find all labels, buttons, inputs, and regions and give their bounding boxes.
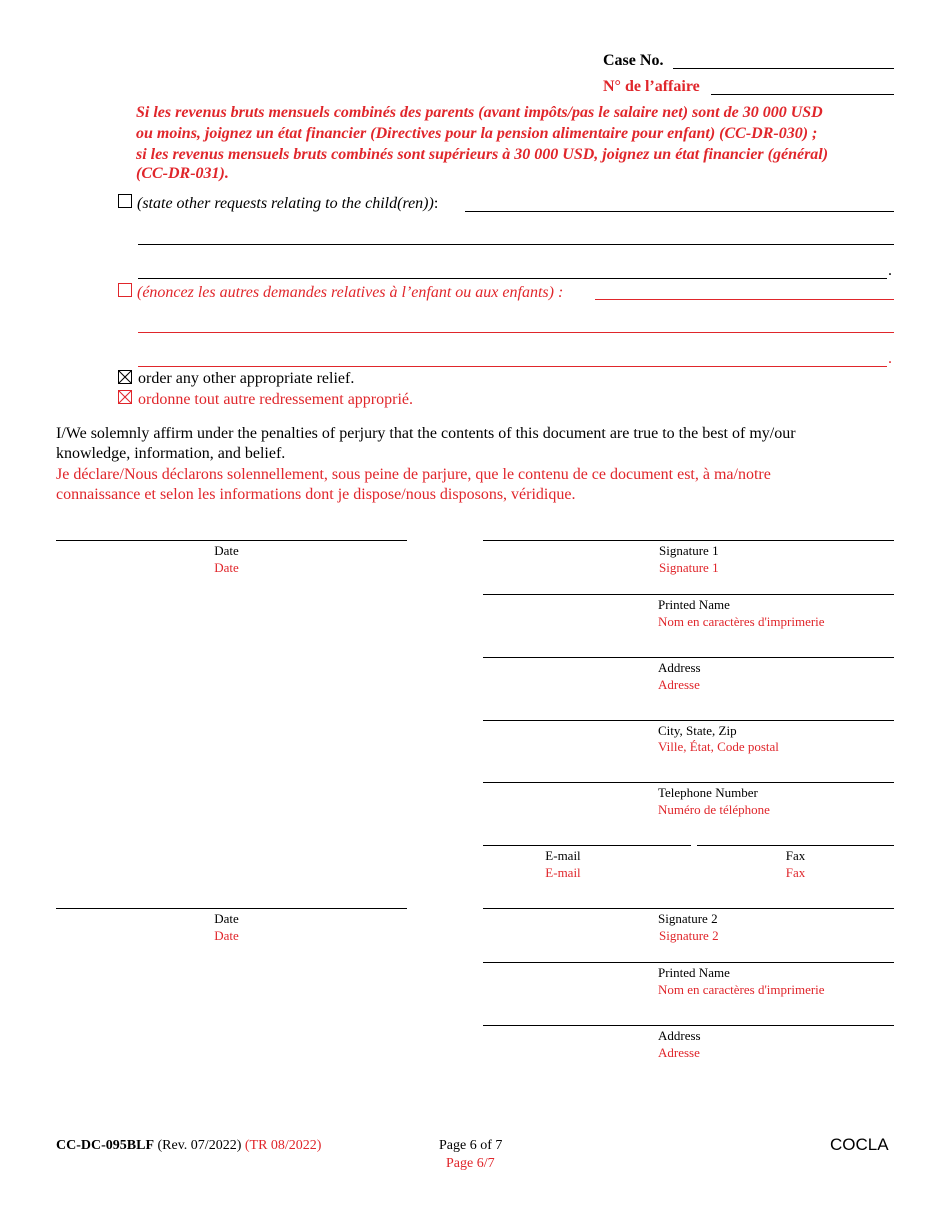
form-revision: (Rev. 07/2022) — [157, 1138, 242, 1153]
address-2-label-fr: Adresse — [658, 1045, 700, 1060]
printed-name-2-line[interactable] — [483, 962, 894, 963]
printed-name-1-label-fr: Nom en caractères d'imprimerie — [658, 614, 825, 629]
form-id: CC-DC-095BLF — [56, 1138, 154, 1153]
signature-2-line[interactable] — [483, 908, 894, 909]
email-1-label: E-mail — [545, 848, 581, 863]
printed-name-2-label: Printed Name — [658, 965, 730, 980]
address-2-line[interactable] — [483, 1025, 894, 1026]
other-requests-line-fr-3[interactable] — [138, 366, 887, 367]
address-2-label: Address — [658, 1028, 701, 1043]
footer-form-id — [56, 1138, 321, 1154]
phone-1-line[interactable] — [483, 782, 894, 783]
printed-name-2-label-fr: Nom en caractères d'imprimerie — [658, 982, 825, 997]
signature-2-label-fr: Signature 2 — [659, 928, 719, 943]
footer-page-fr: Page 6/7 — [446, 1156, 495, 1171]
instructions-fr-line2: ou moins, joignez un état financier (Directives pour la pension alimentaire pour enfant) (CC-DR-030) ; — [136, 125, 818, 142]
signature-1-label-fr: Signature 1 — [659, 560, 719, 575]
other-requests-line-fr-1[interactable] — [595, 299, 894, 300]
date-1-label: Date — [214, 543, 239, 558]
address-1-label: Address — [658, 660, 701, 675]
address-1-line[interactable] — [483, 657, 894, 658]
date-2-label-fr: Date — [214, 928, 239, 943]
other-requests-line-fr-2[interactable] — [138, 332, 894, 333]
signature-2-label: Signature 2 — [658, 911, 718, 926]
other-requests-checkbox-fr[interactable] — [118, 283, 132, 297]
case-no-field[interactable] — [673, 68, 894, 69]
case-no-field-fr[interactable] — [711, 94, 894, 95]
other-requests-line-1[interactable] — [465, 211, 894, 212]
email-1-line[interactable] — [483, 845, 691, 846]
case-no-label-fr: N° de l’affaire — [603, 78, 700, 95]
date-2-line[interactable] — [56, 908, 407, 909]
phone-1-label: Telephone Number — [658, 785, 758, 800]
signature-1-label: Signature 1 — [659, 543, 719, 558]
other-requests-period-fr: . — [888, 350, 892, 367]
address-1-label-fr: Adresse — [658, 677, 700, 692]
signature-1-line[interactable] — [483, 540, 894, 541]
other-requests-checkbox[interactable] — [118, 194, 132, 208]
other-requests-line-3[interactable] — [138, 278, 887, 279]
relief-checkbox-fr[interactable] — [118, 390, 132, 404]
case-no-label: Case No. — [603, 52, 664, 69]
instructions-fr-line3: si les revenus mensuels bruts combinés sont supérieurs à 30 000 USD, joignez un état financier (général) — [136, 146, 829, 163]
other-requests-label-fr: (énoncez les autres demandes relatives à l’enfant ou aux enfants) : — [137, 284, 564, 301]
instructions-fr-line1: Si les revenus bruts mensuels combinés des parents (avant impôts/pas le salaire net) sont de 30 000 USD — [136, 104, 823, 121]
date-1-line[interactable] — [56, 540, 407, 541]
email-1-label-fr: E-mail — [545, 865, 581, 880]
fax-1-label-fr: Fax — [785, 865, 806, 880]
affirmation-en-line1: I/We solemnly affirm under the penalties of perjury that the contents of this document are true to the best of my/our — [56, 425, 796, 442]
city-1-line[interactable] — [483, 720, 894, 721]
other-requests-line-2[interactable] — [138, 244, 894, 245]
check-x-icon — [119, 391, 131, 403]
date-2-label: Date — [214, 911, 239, 926]
relief-checkbox[interactable] — [118, 370, 132, 384]
phone-1-label-fr: Numéro de téléphone — [658, 802, 770, 817]
date-1-label-fr: Date — [214, 560, 239, 575]
form-translation-revision: (TR 08/2022) — [244, 1138, 322, 1153]
relief-label-fr: ordonne tout autre redressement approprié. — [138, 391, 414, 408]
affirmation-fr-line2: connaissance et selon les informations dont je dispose/nous disposons, véridique. — [56, 486, 576, 503]
printed-name-1-label: Printed Name — [658, 597, 730, 612]
other-requests-period: . — [888, 262, 892, 279]
other-requests-label: (state other requests relating to the child(ren)): — [137, 195, 439, 212]
affirmation-en-line2: knowledge, information, and belief. — [56, 445, 286, 462]
city-1-label-fr: Ville, État, Code postal — [658, 739, 779, 754]
relief-label: order any other appropriate relief. — [138, 370, 355, 387]
affirmation-fr-line1: Je déclare/Nous déclarons solennellement, sous peine de parjure, que le contenu de ce document est, à ma/notre — [56, 466, 771, 483]
city-1-label: City, State, Zip — [658, 723, 737, 738]
fax-1-label: Fax — [785, 848, 806, 863]
footer-agency: COCLA — [830, 1135, 889, 1154]
printed-name-1-line[interactable] — [483, 594, 894, 595]
footer-page-en: Page 6 of 7 — [439, 1138, 503, 1153]
fax-1-line[interactable] — [697, 845, 894, 846]
check-x-icon — [119, 371, 131, 383]
instructions-fr-line4: (CC-DR-031). — [136, 165, 229, 182]
